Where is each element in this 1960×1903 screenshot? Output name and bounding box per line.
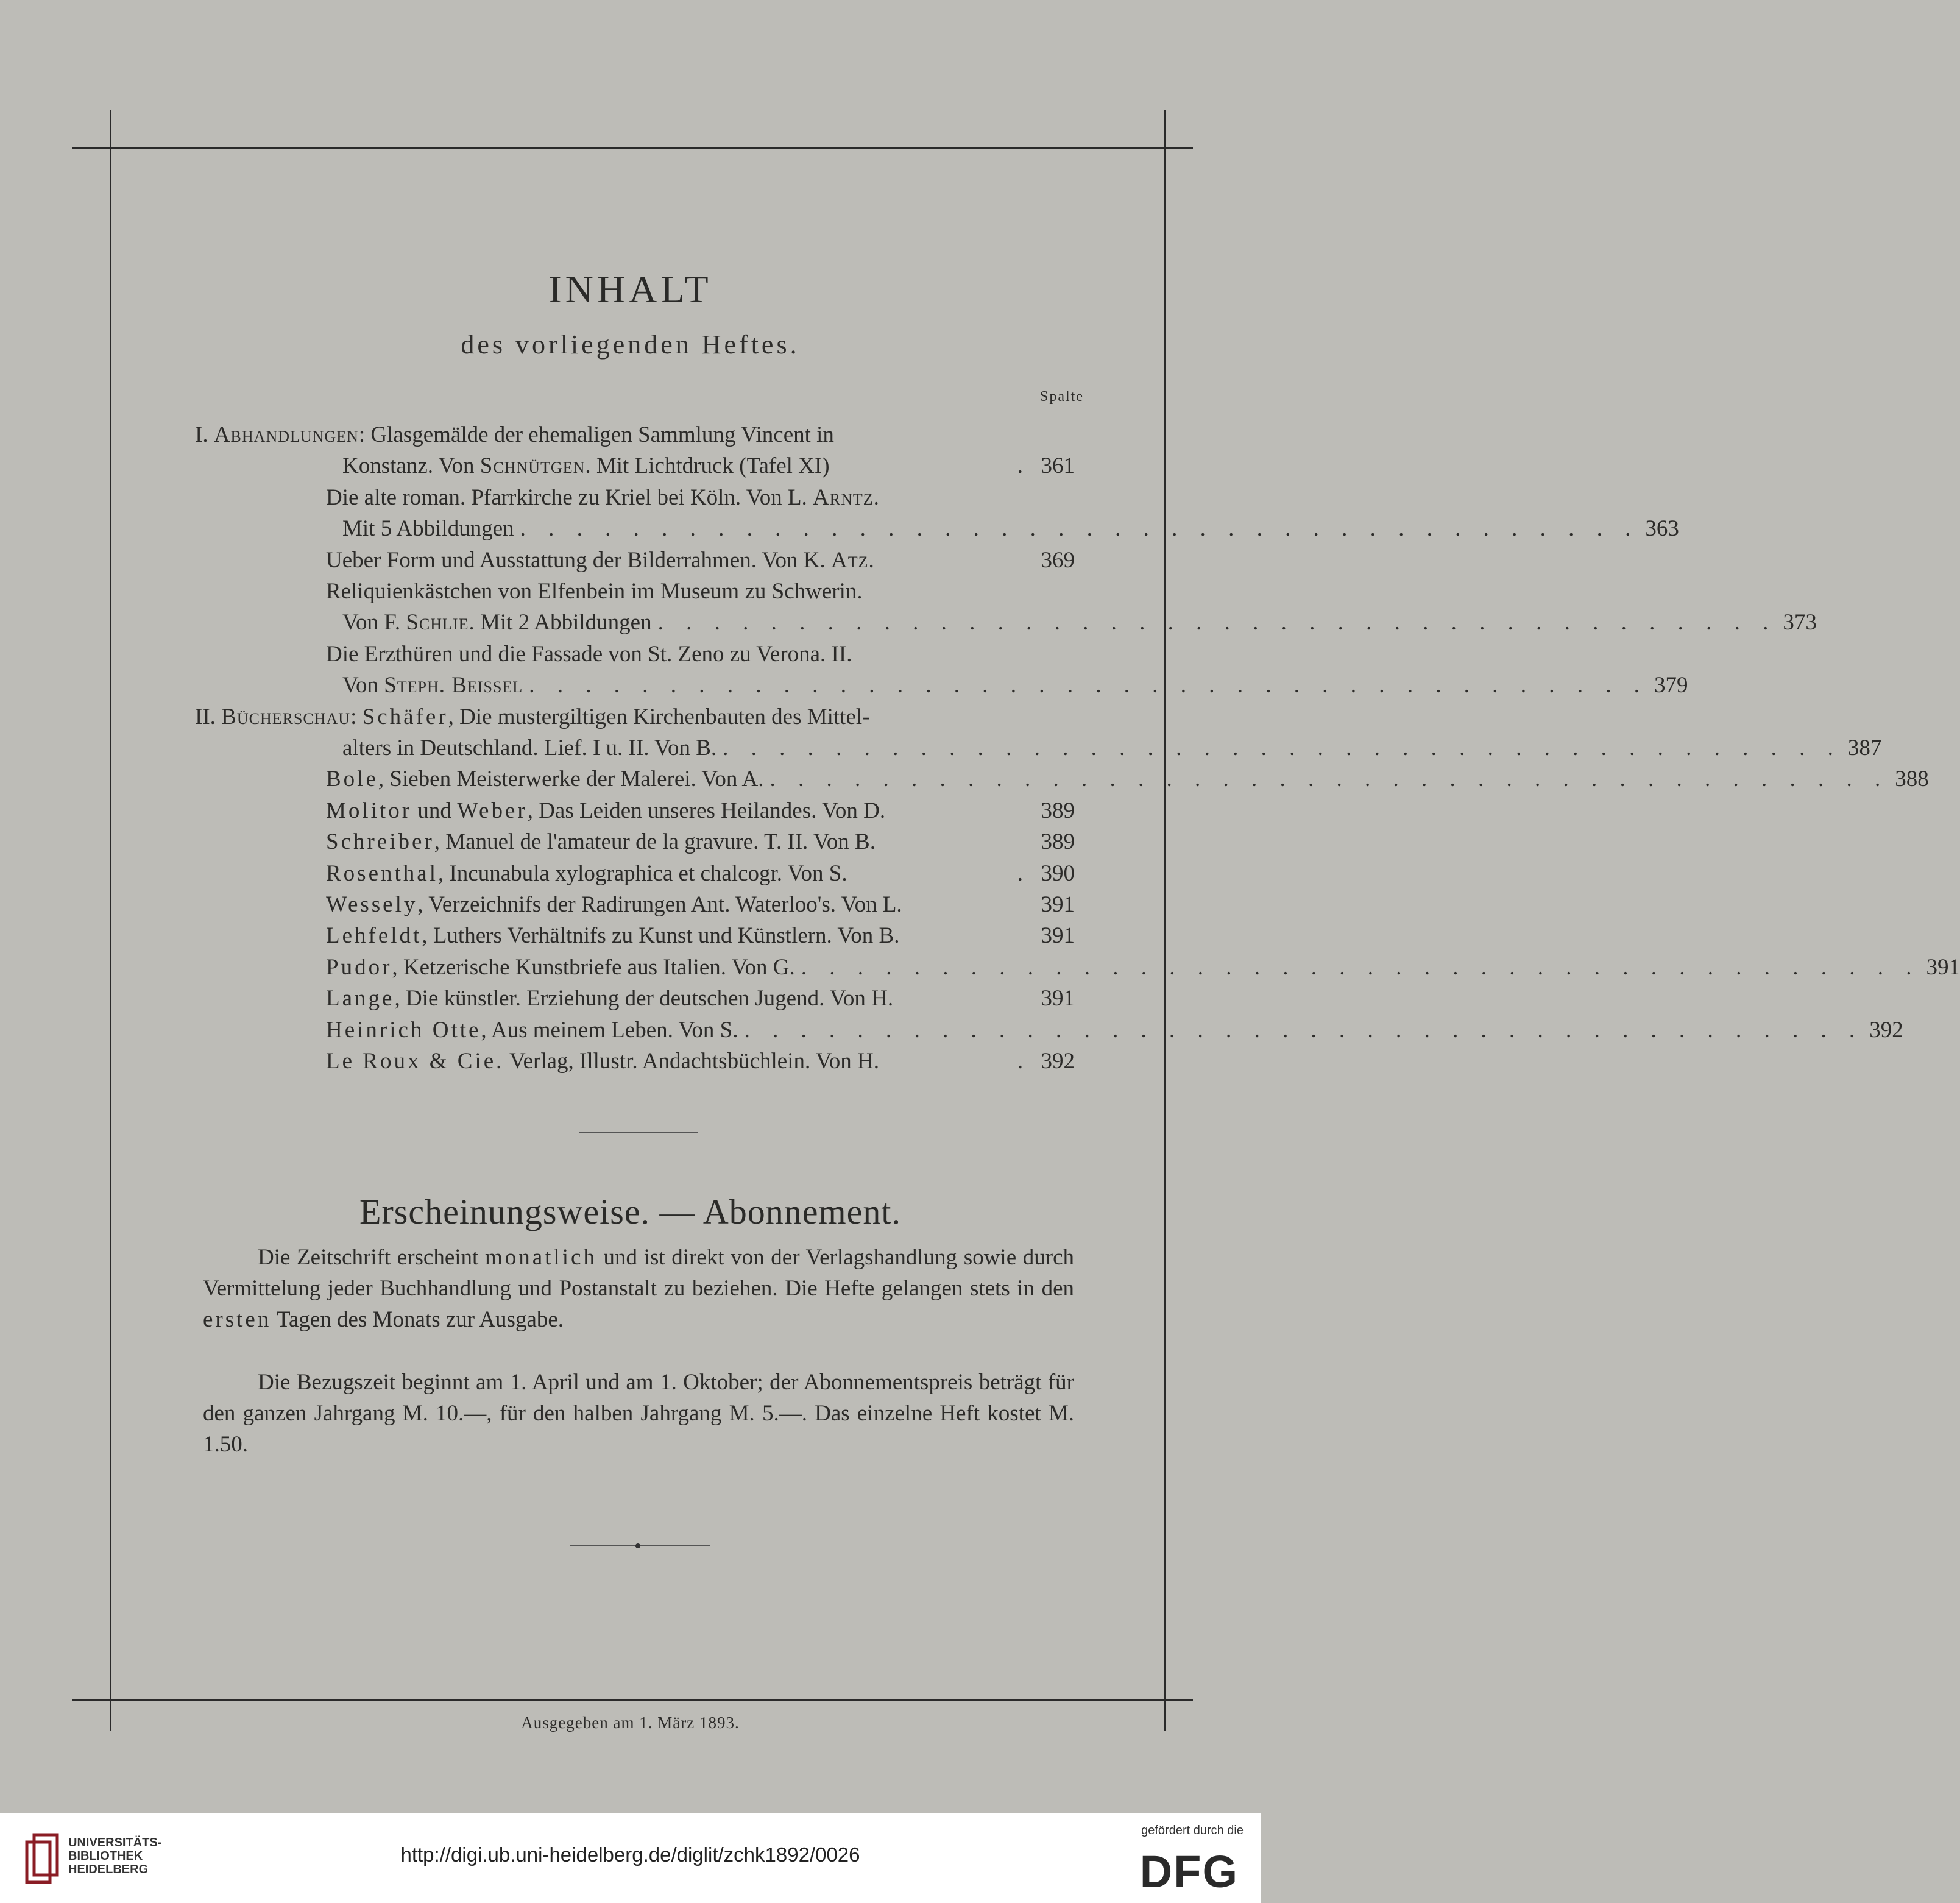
toc-line <box>342 516 1679 546</box>
toc-entry-text: Die alte roman. Pfarrkirche zu Kriel bei Köln. Von L. Arntz. <box>326 484 879 510</box>
issue-date: Ausgegeben am 1. März 1893. <box>521 1713 740 1732</box>
toc-column-number: 373 <box>1783 610 1817 636</box>
toc-line <box>342 672 1688 703</box>
toc-column-number: 388 <box>1895 767 1929 792</box>
toc-line <box>195 422 1075 452</box>
toc-leader-dots: . . . . . . . . . . . . . . . . . . . . . . . . . . . . . . . . . . . . . . . . <box>520 516 1640 542</box>
toc-entry-text: Mit 5 Abbildungen <box>342 516 514 542</box>
toc-line <box>326 829 1075 859</box>
toc-column-number: 389 <box>1041 798 1075 823</box>
toc-entry-text: Le Roux & Cie. Verlag, Illustr. Andachtsbüchlein. Von H. <box>326 1049 879 1074</box>
toc-entry-text: Konstanz. Von Schnütgen. Mit Lichtdruck (Tafel XI) <box>342 453 830 479</box>
toc-entry-text: Lehfeldt, Luthers Verhältnifs zu Kunst und Künstlern. Von B. <box>326 923 900 949</box>
toc-entry-text: Bole, Sieben Meisterwerke der Malerei. Von A. <box>326 767 764 792</box>
toc-entry-text: Schreiber, Manuel de l'amateur de la gravure. T. II. Von B. <box>326 829 876 855</box>
toc-line <box>326 484 1075 515</box>
section-heading: Erscheinungsweise. — Abonnement. <box>359 1192 901 1231</box>
toc-leader-dots: . . . . . . . . . . . . . . . . . . . . . . . . . . . . . . . . . . . . . . . . <box>723 735 1842 760</box>
toc-line <box>342 609 1817 640</box>
toc-leader-dots: . <box>1017 453 1023 479</box>
toc-column-number: 392 <box>1869 1017 1903 1043</box>
toc-line <box>326 923 1075 953</box>
toc-line <box>326 578 1075 609</box>
toc-line <box>326 1048 1075 1079</box>
section-divider <box>579 1132 698 1133</box>
toc-line <box>326 641 1075 672</box>
toc-entry-text: Die Erzthüren und die Fassade von St. Zeno zu Verona. II. <box>326 641 852 667</box>
toc-line <box>326 766 1929 796</box>
library-name: UNIVERSITÄTS- BIBLIOTHEK HEIDELBERG <box>68 1836 162 1876</box>
frame-bottom-rule <box>72 1699 1193 1701</box>
toc-column-number: 391 <box>1041 986 1075 1012</box>
toc-leader-dots: . . . . . . . . . . . . . . . . . . . . . . . . . . . . . . . . . . . . . . . . <box>744 1017 1864 1043</box>
dfg-logo: DFG <box>1139 1846 1239 1897</box>
ornament-divider <box>570 1543 710 1549</box>
toc-column-number: 363 <box>1645 516 1679 542</box>
funded-by-label: gefördert durch die <box>1141 1824 1244 1837</box>
toc-entry-text: Heinrich Otte, Aus meinem Leben. Von S. <box>326 1017 738 1043</box>
toc-entry-text: I. Abhandlungen: Glasgemälde der ehemaligen Sammlung Vincent in <box>195 422 834 447</box>
toc-entry-text: Von F. Schlie. Mit 2 Abbildungen <box>342 610 652 636</box>
toc-entry-text: Pudor, Ketzerische Kunstbriefe aus Italien. Von G. <box>326 954 795 980</box>
toc-entry-text: alters in Deutschland. Lief. I u. II. Von B. <box>342 735 717 760</box>
toc-column-number: 389 <box>1041 829 1075 855</box>
frame-top-rule <box>72 147 1193 149</box>
column-label: Spalte <box>1040 389 1084 405</box>
subscription-paragraph-2: Die Bezugszeit beginnt am 1. April und am 1. Oktober; der Abonnementspreis beträgt für den ganzen Jahrgang M. 10.—, für den halben Jahrgang M. 5.—. Das einzelne Heft kostet M. 1.50. <box>203 1370 1074 1457</box>
toc-leader-dots: . . . . . . . . . . . . . . . . . . . . . . . . . . . . . . . . . . . . . . . . <box>529 673 1648 698</box>
toc-line <box>326 798 1075 828</box>
toc-entry-text: Reliquienkästchen von Elfenbein im Museum zu Schwerin. <box>326 579 863 604</box>
toc-column-number: 391 <box>1041 892 1075 917</box>
toc-entry-text: Ueber Form und Ausstattung der Bilderrahmen. Von K. Atz. <box>326 547 874 573</box>
toc-leader-dots: . <box>1017 1049 1023 1074</box>
toc-line <box>326 891 1075 922</box>
toc-column-number: 391 <box>1926 954 1960 980</box>
toc-leader-dots: . . . . . . . . . . . . . . . . . . . . . . . . . . . . . . . . . . . . . . . . <box>769 767 1889 792</box>
toc-line <box>195 704 1075 734</box>
toc-line <box>326 1017 1903 1047</box>
toc-column-number: 387 <box>1847 735 1882 760</box>
toc-entry-text: Rosenthal, Incunabula xylographica et chalcogr. Von S. <box>326 860 847 886</box>
toc-entry-text: Von Steph. Beissel <box>342 673 523 698</box>
toc-line <box>326 547 1075 578</box>
digitization-footer <box>0 1813 1261 1903</box>
toc-leader-dots: . <box>1017 860 1023 886</box>
toc-entry-text: Wessely, Verzeichnifs der Radirungen Ant. Waterloo's. Von L. <box>326 892 902 917</box>
toc-column-number: 390 <box>1041 860 1075 886</box>
subscription-paragraph-1: Die Zeitschrift erscheint monatlich und ist direkt von der Verlagshandlung sowie durch Vermittelung jeder Buchhandlung und Postanstalt zu beziehen. Die Hefte gelangen stets in den ersten Tagen des Monats zur Ausgabe. <box>203 1245 1074 1332</box>
page-title: INHALT <box>548 268 712 311</box>
source-url[interactable]: http://digi.ub.uni-heidelberg.de/diglit/zchk1892/0026 <box>400 1843 860 1866</box>
toc-entry-text: Molitor und Weber, Das Leiden unseres Heilandes. Von D. <box>326 798 886 823</box>
toc-line <box>326 985 1075 1016</box>
toc-leader-dots: . . . . . . . . . . . . . . . . . . . . . . . . . . . . . . . . . . . . . . . . <box>801 954 1920 980</box>
toc-entry-text: II. Bücherschau: Schäfer, Die mustergiltigen Kirchenbauten des Mittel- <box>195 704 870 729</box>
toc-leader-dots: . . . . . . . . . . . . . . . . . . . . . . . . . . . . . . . . . . . . . . . . <box>657 610 1777 636</box>
toc-line <box>326 954 1960 985</box>
toc-column-number: 379 <box>1654 673 1688 698</box>
toc-column-number: 369 <box>1041 547 1075 573</box>
toc-column-number: 392 <box>1041 1049 1075 1074</box>
toc-column-number: 361 <box>1041 453 1075 479</box>
toc-line <box>326 860 1075 891</box>
toc-line <box>342 735 1882 765</box>
toc-column-number: 391 <box>1041 923 1075 949</box>
page-subtitle: des vorliegenden Heftes. <box>461 330 800 360</box>
toc-line <box>342 453 1075 483</box>
toc-entry-text: Lange, Die künstler. Erziehung der deutschen Jugend. Von H. <box>326 986 894 1012</box>
